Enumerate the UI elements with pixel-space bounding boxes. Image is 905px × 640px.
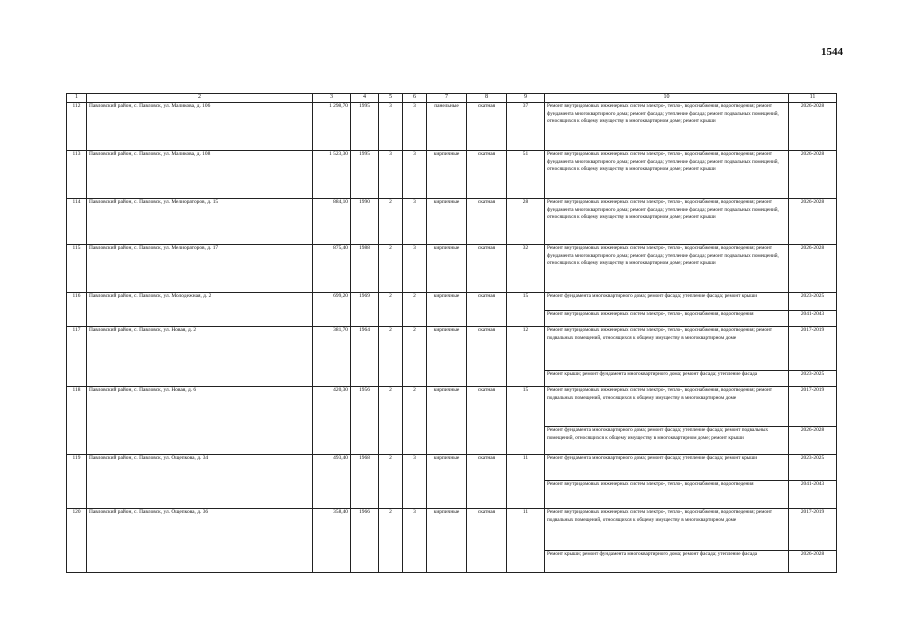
wall-material-cell: кирпичные — [427, 293, 467, 327]
repair-period-cell: 2023-2025 — [789, 293, 837, 311]
floors-cell: 3 — [379, 151, 403, 199]
entrances-cell: 2 — [403, 327, 427, 387]
repair-works-cell: Ремонт фундамента многоквартирного дома; ремонт фасада; утепление фасада; ремонт подвальных помещений, относящихся к общему имуществу в многоквартирном доме; ремонт крыши — [545, 427, 789, 455]
build-year-cell: 1968 — [351, 455, 379, 509]
repair-period-cell: 2026-2028 — [789, 427, 837, 455]
column-number: 3 — [313, 94, 351, 103]
address-cell: Павловский район, с. Павловск, ул. Новая, д. 6 — [87, 387, 313, 455]
address-cell: Павловский район, с. Павловск, ул. Маликова, д. 108 — [87, 151, 313, 199]
repair-period-cell: 2023-2025 — [789, 371, 837, 387]
repair-period-cell: 2041-2043 — [789, 311, 837, 327]
address-cell: Павловский район, с. Павловск, ул. Мелиораторов, д. 17 — [87, 245, 313, 293]
table-row — [67, 327, 837, 371]
row-number-cell: 117 — [67, 327, 87, 387]
column-number: 8 — [467, 94, 507, 103]
repair-works-cell: Ремонт крыши; ремонт фундамента многоквартирного дома; ремонт фасада; утепление фасада — [545, 371, 789, 387]
repair-works-cell: Ремонт внутридомовых инженерных систем электро-, тепло-, водоснабжения, водоотведения; ремонт фундамента многоквартирного дома; ремонт фасада; утепление фасада; ремонт подвальных помещений, относящихся к общему имуществу в многоквартирном доме; ремонт крыши — [545, 103, 789, 151]
repair-period-cell: 2026-2028 — [789, 151, 837, 199]
total-area-cell: 1 523,30 — [313, 151, 351, 199]
total-area-cell: 699,20 — [313, 293, 351, 327]
total-area-cell: 420,30 — [313, 387, 351, 455]
residents-count-cell: 11 — [507, 455, 545, 509]
repair-works-cell: Ремонт внутридомовых инженерных систем электро-, тепло-, водоснабжения, водоотведения; ремонт фундамента многоквартирного дома; ремонт фасада; утепление фасада; ремонт подвальных помещений, относящихся к общему имуществу в многоквартирном доме; ремонт крыши — [545, 151, 789, 199]
row-number-cell: 115 — [67, 245, 87, 293]
total-area-cell: 358,40 — [313, 509, 351, 573]
wall-material-cell: кирпичные — [427, 455, 467, 509]
repair-works-cell: Ремонт внутридомовых инженерных систем электро-, тепло-, водоснабжения, водоотведения — [545, 481, 789, 509]
build-year-cell: 1995 — [351, 103, 379, 151]
column-number: 5 — [379, 94, 403, 103]
row-number-cell: 116 — [67, 293, 87, 327]
floors-cell: 2 — [379, 199, 403, 245]
wall-material-cell: кирпичные — [427, 327, 467, 387]
wall-material-cell: кирпичные — [427, 199, 467, 245]
repair-period-cell: 2017-2019 — [789, 327, 837, 371]
wall-material-cell: кирпичные — [427, 151, 467, 199]
row-number-cell: 112 — [67, 103, 87, 151]
table-row — [67, 199, 837, 245]
row-number-cell: 114 — [67, 199, 87, 245]
repair-period-cell: 2017-2019 — [789, 509, 837, 551]
residents-count-cell: 32 — [507, 245, 545, 293]
roof-type-cell: скатная — [467, 509, 507, 573]
entrances-cell: 3 — [403, 245, 427, 293]
build-year-cell: 1995 — [351, 151, 379, 199]
wall-material-cell: кирпичные — [427, 509, 467, 573]
residents-count-cell: 15 — [507, 293, 545, 327]
floors-cell: 2 — [379, 387, 403, 455]
table-row — [67, 293, 837, 311]
build-year-cell: 1964 — [351, 327, 379, 387]
address-cell: Павловский район, с. Павловск, ул. Ощепкова, д. 36 — [87, 509, 313, 573]
column-number: 4 — [351, 94, 379, 103]
column-number: 10 — [545, 94, 789, 103]
row-number-cell: 119 — [67, 455, 87, 509]
residents-count-cell: 15 — [507, 387, 545, 455]
floors-cell: 3 — [379, 103, 403, 151]
build-year-cell: 1966 — [351, 509, 379, 573]
build-year-cell: 1988 — [351, 245, 379, 293]
entrances-cell: 2 — [403, 387, 427, 455]
repair-works-cell: Ремонт внутридомовых инженерных систем электро-, тепло-, водоснабжения, водоотведения; ремонт подвальных помещений, относящихся к общему имуществу в многоквартирном доме — [545, 509, 789, 551]
entrances-cell: 2 — [403, 293, 427, 327]
total-area-cell: 381,70 — [313, 327, 351, 387]
column-number: 1 — [67, 94, 87, 103]
address-cell: Павловский район, с. Павловск, ул. Маликова, д. 106 — [87, 103, 313, 151]
repair-works-cell: Ремонт внутридомовых инженерных систем электро-, тепло-, водоснабжения, водоотведения; ремонт фундамента многоквартирного дома; ремонт фасада; утепление фасада; ремонт подвальных помещений, относящихся к общему имуществу в многоквартирном доме; ремонт крыши — [545, 245, 789, 293]
wall-material-cell: кирпичные — [427, 245, 467, 293]
repair-works-cell: Ремонт внутридомовых инженерных систем электро-, тепло-, водоснабжения, водоотведения; ремонт подвальных помещений, относящихся к общему имуществу в многоквартирном доме — [545, 387, 789, 427]
wall-material-cell: кирпичные — [427, 387, 467, 455]
repair-period-cell: 2026-2028 — [789, 551, 837, 573]
build-year-cell: 1956 — [351, 387, 379, 455]
table-row — [67, 455, 837, 481]
residents-count-cell: 12 — [507, 327, 545, 387]
build-year-cell: 1969 — [351, 293, 379, 327]
entrances-cell: 3 — [403, 509, 427, 573]
roof-type-cell: скатная — [467, 199, 507, 245]
floors-cell: 2 — [379, 245, 403, 293]
repair-works-cell: Ремонт внутридомовых инженерных систем электро-, тепло-, водоснабжения, водоотведения; ремонт подвальных помещений, относящихся к общему имуществу в многоквартирном доме — [545, 327, 789, 371]
housing-repair-table — [66, 93, 837, 573]
roof-type-cell: скатная — [467, 387, 507, 455]
entrances-cell: 3 — [403, 455, 427, 509]
roof-type-cell: скатная — [467, 455, 507, 509]
repair-works-cell: Ремонт внутридомовых инженерных систем электро-, тепло-, водоснабжения, водоотведения — [545, 311, 789, 327]
row-number-cell: 118 — [67, 387, 87, 455]
total-area-cell: 884,10 — [313, 199, 351, 245]
column-number: 6 — [403, 94, 427, 103]
column-number: 9 — [507, 94, 545, 103]
column-number-row — [67, 94, 837, 103]
row-number-cell: 113 — [67, 151, 87, 199]
roof-type-cell: скатная — [467, 245, 507, 293]
residents-count-cell: 11 — [507, 509, 545, 573]
floors-cell: 2 — [379, 327, 403, 387]
repair-period-cell: 2017-2019 — [789, 387, 837, 427]
column-number: 2 — [87, 94, 313, 103]
build-year-cell: 1990 — [351, 199, 379, 245]
residents-count-cell: 51 — [507, 151, 545, 199]
address-cell: Павловский район, с. Павловск, ул. Новая, д. 2 — [87, 327, 313, 387]
repair-period-cell: 2026-2028 — [789, 199, 837, 245]
table-row — [67, 509, 837, 551]
column-number: 7 — [427, 94, 467, 103]
floors-cell: 2 — [379, 509, 403, 573]
column-number: 11 — [789, 94, 837, 103]
roof-type-cell: скатная — [467, 151, 507, 199]
table-row — [67, 245, 837, 293]
roof-type-cell: скатная — [467, 293, 507, 327]
residents-count-cell: 37 — [507, 103, 545, 151]
roof-type-cell: скатная — [467, 103, 507, 151]
floors-cell: 2 — [379, 293, 403, 327]
repair-works-cell: Ремонт фундамента многоквартирного дома; ремонт фасада; утепление фасада; ремонт крыши — [545, 455, 789, 481]
entrances-cell: 3 — [403, 199, 427, 245]
repair-period-cell: 2026-2028 — [789, 103, 837, 151]
total-area-cell: 1 298,70 — [313, 103, 351, 151]
entrances-cell: 3 — [403, 151, 427, 199]
address-cell: Павловский район, с. Павловск, ул. Ощепкова, д. 34 — [87, 455, 313, 509]
address-cell: Павловский район, с. Павловск, ул. Мелиораторов, д. 15 — [87, 199, 313, 245]
repair-period-cell: 2023-2025 — [789, 455, 837, 481]
floors-cell: 2 — [379, 455, 403, 509]
roof-type-cell: скатная — [467, 327, 507, 387]
repair-period-cell: 2026-2028 — [789, 245, 837, 293]
address-cell: Павловский район, с. Павловск, ул. Молодежная, д. 2 — [87, 293, 313, 327]
repair-works-cell: Ремонт внутридомовых инженерных систем электро-, тепло-, водоснабжения, водоотведения; ремонт фундамента многоквартирного дома; ремонт фасада; утепление фасада; ремонт подвальных помещений, относящихся к общему имуществу в многоквартирном доме; ремонт крыши — [545, 199, 789, 245]
table-row — [67, 387, 837, 427]
table-row — [67, 103, 837, 151]
repair-works-cell: Ремонт фундамента многоквартирного дома; ремонт фасада; утепление фасада; ремонт крыши — [545, 293, 789, 311]
page-number: 1544 — [821, 46, 843, 58]
repair-period-cell: 2041-2043 — [789, 481, 837, 509]
table-row — [67, 151, 837, 199]
wall-material-cell: панельные — [427, 103, 467, 151]
residents-count-cell: 28 — [507, 199, 545, 245]
repair-works-cell: Ремонт крыши; ремонт фундамента многоквартирного дома; ремонт фасада; утепление фасада — [545, 551, 789, 573]
row-number-cell: 120 — [67, 509, 87, 573]
entrances-cell: 3 — [403, 103, 427, 151]
total-area-cell: 875,40 — [313, 245, 351, 293]
total-area-cell: 493,40 — [313, 455, 351, 509]
